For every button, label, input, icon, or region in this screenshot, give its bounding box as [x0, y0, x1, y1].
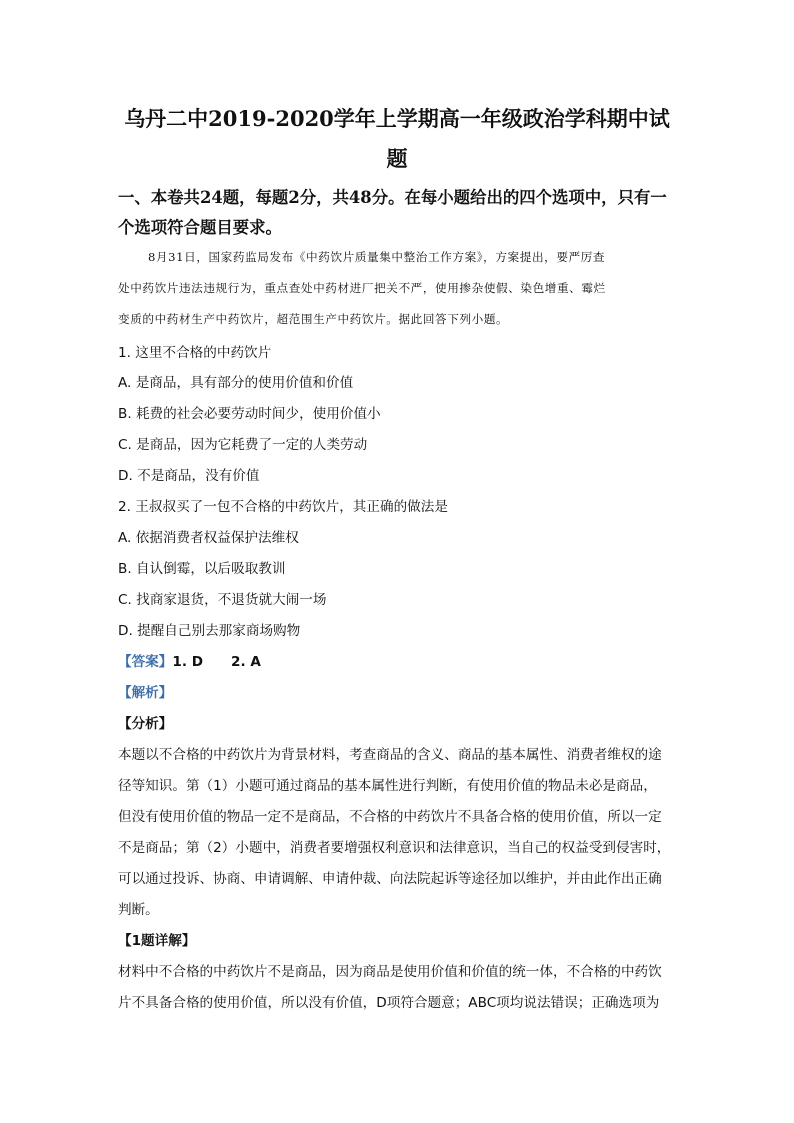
question-2-option-c: C. 找商家退货，不退货就大闹一场 [118, 592, 327, 608]
question-1-option-c: C. 是商品，因为它耗费了一定的人类劳动 [118, 437, 368, 453]
document-title-line-2: 题 [386, 146, 408, 171]
fenxi-row [118, 713, 678, 735]
question-1-option-a: A. 是商品，具有部分的使用价值和价值 [118, 375, 354, 391]
fenxi-line-5: 可以通过投诉、协商、申请调解、申请仲裁、向法院起诉等途径加以维护，并由此作出正确 [118, 871, 662, 887]
fenxi-line-2: 径等知识。第（1）小题可通过商品的基本属性进行判断，有使用价值的物品未必是商品， [118, 778, 657, 794]
material-line-1: 8月31日，国家药监局发布《中药饮片质量集中整治工作方案》，方案提出，要严厉查 [148, 250, 606, 264]
question-1-option-b: B. 耗费的社会必要劳动时间少，使用价值小 [118, 406, 381, 422]
fenxi-tag: 【分析】 [118, 716, 173, 732]
document-title-line-1: 乌丹二中2019-2020学年上学期高一年级政治学科期中试 [124, 106, 670, 131]
question-2-option-a: A. 依据消费者权益保护法维权 [118, 530, 299, 546]
answer-row [118, 651, 678, 673]
fenxi-line-1: 本题以不合格的中药饮片为背景材料，考查商品的含义、商品的基本属性、消费者维权的途 [118, 747, 662, 763]
question-2-option-b: B. 自认倒霉，以后吸取教训 [118, 561, 286, 577]
answer-1: 1. D [172, 654, 204, 670]
detail-1-tag: 【1题详解】 [118, 933, 196, 949]
detail-1-line-2: 片不具备合格的使用价值，所以没有价值，D项符合题意；ABC项均说法错误；正确选项为 [118, 995, 660, 1011]
analysis-tag: 【解析】 [118, 685, 173, 701]
answer-2: 2. A [231, 654, 261, 670]
detail-1-line-1: 材料中不合格的中药饮片不是商品，因为商品是使用价值和价值的统一体，不合格的中药饮 [118, 964, 662, 980]
section-heading-line-1: 一、本卷共24题，每题2分，共48分。在每小题给出的四个选项中，只有一 [118, 188, 667, 207]
material-line-3: 变质的中药材生产中药饮片，超范围生产中药饮片。据此回答下列小题。 [118, 312, 509, 326]
section-heading-line-2: 个选项符合题目要求。 [118, 218, 282, 237]
question-1-option-d: D. 不是商品，没有价值 [118, 468, 260, 484]
question-1-stem: 1. 这里不合格的中药饮片 [118, 345, 272, 361]
analysis-row [118, 682, 678, 704]
fenxi-line-4: 不是商品；第（2）小题中，消费者要增强权利意识和法律意识，当自己的权益受到侵害时， [118, 840, 671, 856]
question-2-option-d: D. 提醒自己别去那家商场购物 [118, 623, 301, 639]
answer-tag: 【答案】 [118, 654, 173, 670]
material-line-2: 处中药饮片违法违规行为，重点查处中药材进厂把关不严，使用掺杂使假、染色增重、霉烂 [118, 281, 606, 295]
fenxi-line-6: 判断。 [118, 902, 159, 918]
fenxi-line-3: 但没有使用价值的物品一定不是商品，不合格的中药饮片不具备合格的使用价值，所以一定 [118, 809, 662, 825]
question-2-stem: 2. 王叔叔买了一包不合格的中药饮片，其正确的做法是 [118, 499, 448, 515]
detail-1-row [118, 930, 678, 952]
